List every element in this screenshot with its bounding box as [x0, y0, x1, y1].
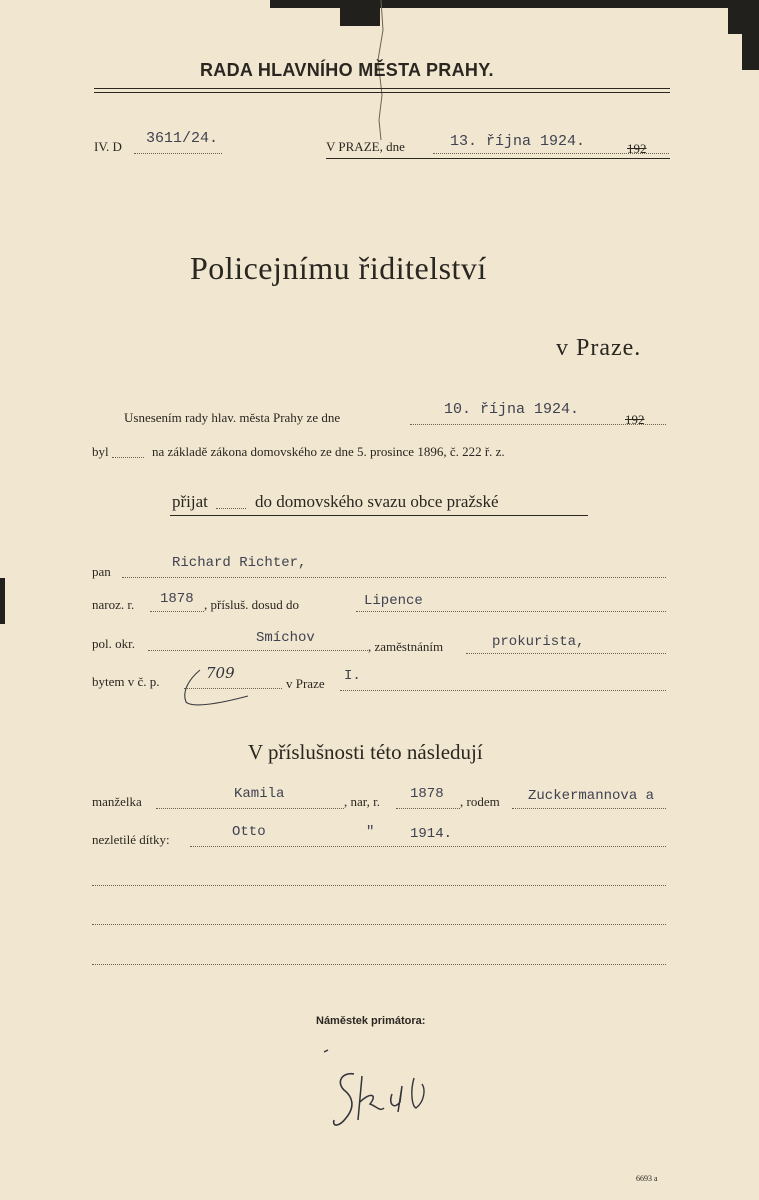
addressee-line-1: Policejnímu řiditelství — [190, 250, 487, 286]
maiden-name: Zuckermannova a — [528, 788, 655, 804]
authority-title: RADA HLAVNÍHO MĚSTA PRAHY. — [200, 60, 494, 80]
district-line — [148, 650, 368, 651]
legal-basis: na základě zákona domovského ze dne 5. prosince 1896, č. 222 ř. z. — [152, 444, 505, 459]
occupation-line — [466, 653, 666, 654]
letter-date: 13. října 1924. — [450, 133, 586, 150]
child-name: Otto — [232, 824, 266, 840]
signatory-label: Náměstek primátora: — [316, 1015, 426, 1027]
wife-name: Kamila — [234, 786, 285, 802]
wife-label: manželka — [92, 794, 142, 809]
belong-label: , přísluš. dosud do — [204, 597, 299, 612]
reference-rule — [326, 158, 670, 159]
pan-label: pan — [92, 564, 111, 579]
wife-born-label: , nar, r. — [344, 794, 380, 809]
blank-line-1 — [92, 885, 666, 886]
prague-label: v Praze — [286, 676, 325, 691]
blank-line-2 — [92, 924, 666, 925]
person-name: Richard Richter, — [172, 555, 307, 571]
belong-line — [356, 611, 666, 612]
was-line — [112, 457, 144, 458]
born-label: naroz. r. — [92, 597, 135, 612]
maiden-label: , rodem — [460, 794, 500, 809]
belong-place: Lipence — [364, 593, 423, 609]
left-edge-mark — [0, 578, 5, 624]
house-number-scribble — [178, 662, 298, 712]
resolution-date: 10. října 1924. — [444, 401, 580, 418]
dependents-heading: V příslušnosti této následují — [248, 740, 483, 764]
home-union-text: do domovského svazu obce pražské — [255, 492, 499, 511]
residence-label: bytem v č. p. — [92, 674, 160, 689]
name-line — [122, 577, 666, 578]
resolution-year-print: 192 — [625, 412, 645, 427]
child-ditto: " — [366, 824, 375, 840]
reference-prefix: IV. D — [94, 139, 122, 154]
was-label: byl — [92, 444, 109, 459]
reference-year-print: 192 — [627, 141, 647, 156]
union-underline — [170, 515, 588, 516]
accepted-label: přijat — [172, 492, 208, 511]
wife-born-year: 1878 — [410, 786, 444, 802]
occupation-label: , zaměstnáním — [368, 639, 444, 654]
addressee-line-2: v Praze. — [556, 335, 642, 361]
signature — [322, 1046, 452, 1136]
children-label: nezletilé dítky: — [92, 832, 170, 847]
reference-number: 3611/24. — [146, 130, 219, 147]
place-date-prefix: V PRAZE, dne — [326, 139, 405, 154]
child-year: 1914. — [410, 826, 453, 842]
reference-number-line — [134, 153, 222, 154]
children-line — [190, 846, 666, 847]
born-year-line — [150, 611, 204, 612]
form-code: 6693 a — [636, 1174, 658, 1183]
house-number: 709 — [206, 664, 235, 682]
wife-name-line — [156, 808, 344, 809]
maiden-line — [512, 808, 666, 809]
born-year: 1878 — [160, 591, 194, 607]
district: Smíchov — [256, 630, 315, 646]
district-label: pol. okr. — [92, 636, 135, 651]
header-rule-1 — [94, 88, 670, 89]
prague-part: I. — [344, 668, 361, 684]
occupation: prokurista, — [492, 634, 585, 650]
wife-born-line — [396, 808, 460, 809]
blank-line-3 — [92, 964, 666, 965]
resolution-prefix: Usnesením rady hlav. města Prahy ze dne — [124, 410, 341, 425]
header-rule-2 — [94, 92, 670, 93]
accepted-line — [216, 508, 246, 509]
prague-part-line — [340, 690, 666, 691]
